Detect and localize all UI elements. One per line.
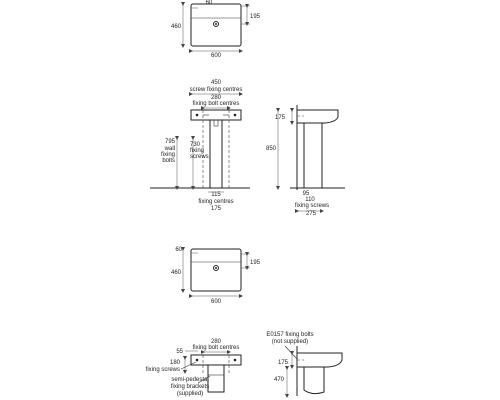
dim-height-value: 470 bbox=[273, 377, 284, 383]
dim-tap-label: 60 bbox=[175, 247, 182, 253]
basin-front-outline bbox=[191, 110, 241, 120]
dim-front-label: 195 bbox=[250, 14, 261, 20]
leader-line bbox=[285, 346, 297, 359]
dim-height-value: 850 bbox=[265, 146, 276, 152]
dim-base-value: 175 bbox=[210, 206, 222, 212]
pedestal-outline bbox=[210, 120, 222, 188]
brackets-l1: semi-pedestal bbox=[171, 377, 209, 383]
dim-width-label: 600 bbox=[210, 53, 222, 59]
waste-dot bbox=[215, 23, 217, 25]
dim-fix-centres-label: fixing centres bbox=[198, 199, 234, 205]
semi-pedestal-outline bbox=[208, 365, 224, 392]
pedestal-side-outline bbox=[304, 123, 322, 188]
dim-front-label: 195 bbox=[250, 260, 261, 266]
dim-width-label: 600 bbox=[210, 299, 222, 305]
dim-bolt-centres-label: fixing bolt centres bbox=[192, 101, 240, 107]
dim-wall-bolts-value: 795 bbox=[164, 139, 175, 145]
dim-wall-bolts-l3: bolts bbox=[162, 158, 175, 164]
dim-screws-l2: screws bbox=[190, 154, 209, 160]
dim-wall-bolts-l1: wall bbox=[164, 146, 175, 152]
waste-dot bbox=[215, 267, 217, 269]
dim-bolt-centres-value: 280 bbox=[210, 95, 222, 101]
brackets-l3: (supplied) bbox=[176, 391, 204, 397]
semi-pedestal-side-elevation bbox=[266, 332, 342, 396]
basin-side-outline bbox=[297, 110, 338, 123]
dim-top-value: 175 bbox=[274, 115, 285, 121]
dim-screws-l1: fixing bbox=[190, 148, 205, 154]
dim-b-value: 110 bbox=[305, 197, 315, 203]
dim-bolt-centres-label: fixing bolt centres bbox=[192, 345, 240, 351]
dim-a-value: 95 bbox=[302, 191, 310, 197]
dim-screws-value: 730 bbox=[190, 142, 201, 148]
basin-front-outline bbox=[191, 355, 241, 365]
semi-pedestal-side-outline bbox=[304, 367, 324, 394]
dim-fix-centres-value: 115 bbox=[211, 192, 221, 198]
basin-plan-view-top bbox=[171, 0, 261, 59]
pedestal-side-elevation bbox=[266, 105, 345, 217]
dim-tap-label: 60 bbox=[205, 0, 213, 6]
fixing-screw bbox=[234, 359, 237, 362]
bolts-l2: (not supplied) bbox=[271, 339, 309, 345]
dim-depth-value: 275 bbox=[305, 211, 317, 217]
dim-bolt-centres-value: 280 bbox=[210, 339, 222, 345]
semi-pedestal-front-elevation bbox=[146, 339, 241, 397]
pedestal-front-elevation bbox=[150, 80, 250, 212]
dim-wall-bolts-l2: fixing bbox=[160, 152, 175, 158]
waste-outlet bbox=[214, 120, 218, 126]
brackets-l2: fixing brackets bbox=[170, 384, 210, 390]
dim-screws-value: 180 bbox=[169, 360, 180, 366]
dim-top-value: 175 bbox=[277, 360, 288, 366]
fixing-screw bbox=[196, 359, 199, 362]
dim-screws-label: fixing screws bbox=[145, 367, 180, 373]
bolts-l1: E0157 fixing bolts bbox=[266, 332, 314, 338]
dim-screw-centres-label: screw fixing centres bbox=[189, 87, 243, 93]
dim-depth-label: 460 bbox=[170, 270, 181, 276]
fixing-screw bbox=[234, 114, 237, 117]
dim-depth-label: 460 bbox=[170, 24, 181, 30]
basin-plan-view-bottom bbox=[171, 247, 261, 305]
dim-screw-centres-value: 450 bbox=[210, 80, 222, 86]
fixing-screw bbox=[196, 114, 199, 117]
dim-b-label: fixing screws bbox=[294, 203, 330, 209]
dim-top-value: 55 bbox=[176, 349, 183, 355]
